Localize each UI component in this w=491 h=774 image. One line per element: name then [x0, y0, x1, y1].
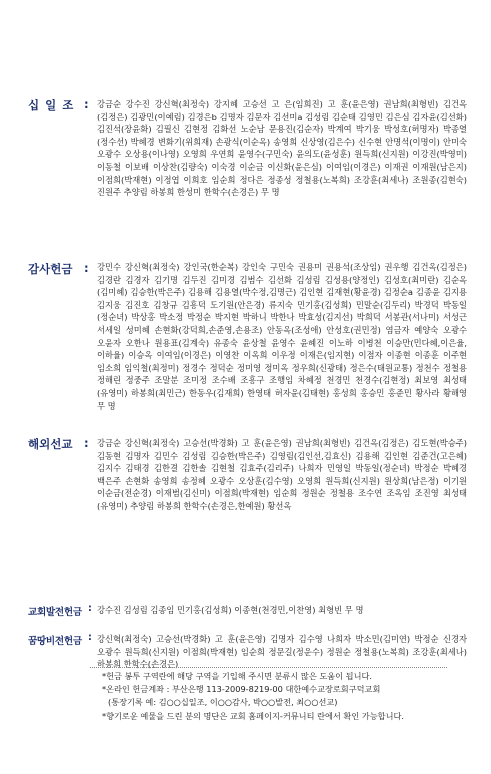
label-colon: :	[84, 261, 89, 275]
note-envelope: *헌금 봉투 구역란에 해당 구역을 기입해 주시면 분류시 많은 도움이 됩니다.	[102, 671, 372, 681]
label-colon: :	[84, 97, 89, 111]
section-label-dream-vision: 꿈땅비전헌금	[28, 636, 82, 647]
section-label-overseas-mission: 해외선교	[28, 437, 73, 451]
donor-names-thanksgiving: 강민수 강신혁(최정숙) 강인국(한순복) 강인숙 구민숙 권용미 권용석(조상임) 권우행 김건옥(김정은) 김경란 김경자 김기명 김두진 김미경 김범수 김선화 김성림 김성용(양정인) 김성호(최미란) 김순옥(김미혜) 김승한(박은주) 김용해 김용열(박수정,김명근) 김인현 김재현(황윤경) 김정순a 김종윤 김지용 김지웅 김진호 김창규 김흥덕 도기원(안은경) 류지숙 민기홍(김성희) 민말순(김두리) 박경덕 박동일(정순녀) 박상홍 박소정 박정순 박지현 박하니 박한나 박효성(김지선) 박희덕 서봉관(서나미) 서성근 서세일 성미혜 손현화(강덕희,손준영,손용조) 안동옥(조성애) 안성호(권민정) 염금자 예양숙 오광수 오윤자 오한나 원용표(김계숙) 유종숙 윤상철 윤영수 윤혜진 이노하 이병천 이승만(민다혜,이은율,이하율) 이승옥 이여임(이경은) 이영찬 이옥희 이우정 이재은(임지현) 이점자 이종현 이종훈 이주현 임소희 임익철(최정미) 정경수 정덕순 정미영 정미옥 정우희(신광태) 정은수(태원교통) 정천수 정철용 정해린 정중주 조말분 조미정 조수배 조흥구 조행임 차혜정 천경민 천경수(김현정) 최보영 최성태(유영미) 하봉희(최민근) 한동우(김재희) 한영태 허자윤(김태현) 홍성희 홍승민 홍준민 황사라 황해영 무 명	[97, 262, 467, 411]
section-label-tithe: 십일조	[28, 98, 80, 112]
donor-names-tithe: 강금순 강수진 강신혁(최정숙) 강지혜 고승선 고 은(임희진) 고 훈(윤은영) 권남희(최형빈) 김건옥(김정은) 김광민(이예림) 김경은b 김명자 김문자 김선미a 김성림 김순태 김영민 김은심 김자윤(김선화) 김진석(장윤화) 김필신 김현정 김화선 노순남 문용진(김순자) 박계여 박기웅 박성호(허명자) 박종열(정수선) 박혜경 변화기(위희재) 손광식(이순옥) 송영희 신상영(김은수) 신수현 안명석(이명이) 안미숙 오광수 오상용(이나영) 오영희 우연희 윤영수(구민숙) 윤의도(윤성훈) 원득희(신지원) 이강진(박영미) 이동철 이보배 이상찬(김량숙) 이숙경 이순금 이신화(윤은심) 이여임(이경은) 이재권 이재원(남은지) 이점희(박재현) 이정엽 이희호 임순희 정다은 정종성 정철용(노복희) 조강훈(최세나) 조원종(김현숙) 진원주 추양림 하봉희 한성미 한학수(손경은) 무 명	[97, 99, 467, 198]
section-label-church-development: 교회발전헌금	[28, 607, 82, 618]
donor-names-dream-vision: 강신혁(최정숙) 고승선(박경화) 고 훈(윤은영) 김명자 김수영 나희자 박소민(김미연) 박정순 신경자 오광수 원득희(신지원) 이점희(박재현) 임순희 정문길(정운수) 정원순 정철용(노복희) 조강훈(최세나) 하봉희 한학수(손경은)	[97, 634, 467, 670]
notes-block	[102, 670, 462, 723]
section-label-thanksgiving: 감사헌금	[28, 262, 73, 276]
label-colon: :	[88, 603, 92, 614]
donor-names-church-development: 강수진 김성림 김종임 민기홍(김성희) 이종현(천경민,이찬영) 최형빈 무 명	[97, 605, 364, 615]
donor-names-overseas-mission: 강금순 강신혁(최정숙) 고승선(박경화) 고 훈(윤은영) 권남희(최형빈) 김건옥(김정은) 김도현(박승주) 김동현 김명자 김민수 김성림 김승한(박은주) 김영림(김인선,김효신) 김용해 김인현 김준건(고은혜) 김지수 김태경 김한결 김한솔 김현철 김효주(김리주) 나희자 민영일 박동일(정순녀) 박정순 박혜경 백은주 손현화 송영희 송정혜 오광수 오상훈(김수영) 오영희 원득희(신지원) 원상희(남은정) 이기원 이순금(전순경) 이재범(김신미) 이점희(박재현) 임순희 정원순 정철용 조수연 조옥임 조진영 최성태(유영미) 추양림 하봉희 한학수(손경은,한예원) 황선옥	[97, 438, 467, 511]
note-bank-example: (통장기록 예: 김○○십일조, 이○○감사, 박○○발전, 최○○선교)	[108, 697, 338, 708]
note-homepage: *향기로운 예물을 드린 분의 명단은 교회 홈페이지-커뮤니티 란에서 확인 가능합니다.	[102, 710, 404, 721]
notes-divider	[90, 667, 447, 668]
label-colon: :	[84, 436, 89, 450]
label-colon: :	[88, 632, 92, 643]
note-bank-account: *온라인 헌금계좌 : 부산은행 113-2009-8219-00 대한예수교장로회구덕교회	[102, 684, 381, 695]
